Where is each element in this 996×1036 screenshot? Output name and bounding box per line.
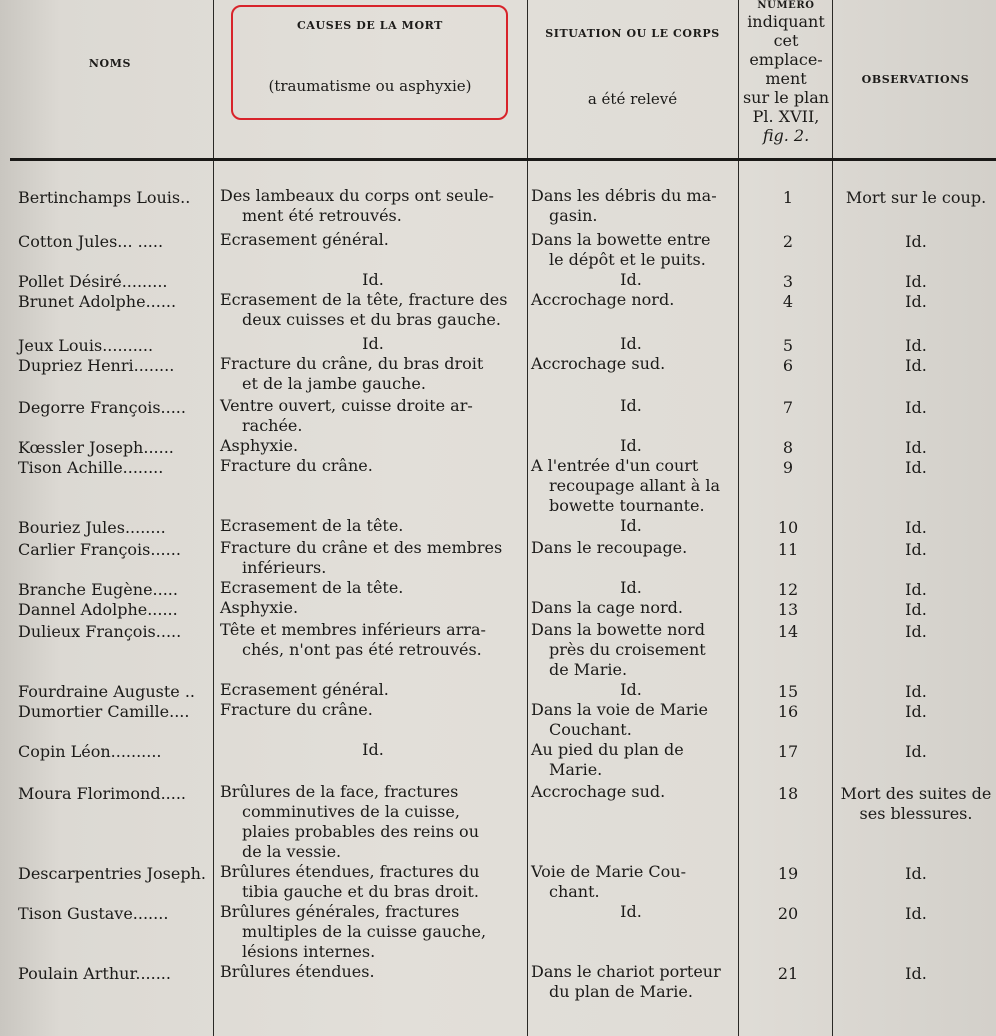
row-name: Bertinchamps Louis.. [18, 188, 191, 207]
row-name: Descarpentries Joseph. [18, 864, 206, 883]
row-observation: Mort sur le coup. [845, 188, 987, 207]
row-situation: Id. [620, 680, 642, 699]
row-number: 2 [782, 232, 794, 251]
row-observation: Id. [905, 600, 927, 619]
row-number: 13 [777, 600, 799, 619]
row-observation: Id. [905, 742, 927, 761]
row-number: 3 [782, 272, 794, 291]
column-divider [832, 0, 833, 1036]
row-cause: Ecrasement de la tête. [220, 516, 404, 535]
row-name: Kœssler Joseph...... [18, 438, 174, 457]
row-name: Dannel Adolphe...... [18, 600, 178, 619]
row-cause: Brûlures étendues, fractures du [220, 862, 480, 881]
row-name: Bouriez Jules........ [18, 518, 166, 537]
row-number: 12 [777, 580, 799, 599]
header-causes-subtitle: (traumatisme ou asphyxie) [268, 77, 472, 95]
row-name: Branche Eugène..... [18, 580, 178, 599]
row-situation: Au pied du plan de [531, 740, 684, 759]
row-cause: de la vessie. [242, 842, 342, 861]
row-cause: Ecrasement général. [220, 230, 389, 249]
row-number: 9 [782, 458, 794, 477]
row-cause: Ecrasement général. [220, 680, 389, 699]
row-situation: gasin. [549, 206, 598, 225]
row-cause: Asphyxie. [220, 598, 299, 617]
row-observation: Id. [905, 580, 927, 599]
row-situation: Dans les débris du ma- [531, 186, 717, 205]
row-situation: Id. [620, 516, 642, 535]
row-cause: deux cuisses et du bras gauche. [242, 310, 501, 329]
row-cause: Id. [362, 270, 384, 289]
row-cause: chés, n'ont pas été retrouvés. [242, 640, 482, 659]
row-situation: Id. [620, 578, 642, 597]
header-observations: OBSERVATIONS [861, 73, 970, 86]
row-number: 11 [777, 540, 799, 559]
row-number: 1 [782, 188, 794, 207]
row-situation: Dans le chariot porteur [531, 962, 721, 981]
row-number: 5 [782, 336, 794, 355]
column-divider [213, 0, 214, 1036]
header-numero-lines [740, 12, 832, 145]
row-situation: Dans la bowette nord [531, 620, 705, 639]
highlight-box [231, 5, 508, 120]
header-numero-line: cet [773, 31, 799, 50]
row-cause: Ecrasement de la tête. [220, 578, 404, 597]
row-name: Pollet Désiré......... [18, 272, 168, 291]
row-number: 8 [782, 438, 794, 457]
row-observation: Id. [905, 292, 927, 311]
row-cause: Tête et membres inférieurs arra- [220, 620, 486, 639]
row-number: 7 [782, 398, 794, 417]
row-name: Dumortier Camille.... [18, 702, 190, 721]
row-name: Moura Florimond..... [18, 784, 186, 803]
row-observation: Id. [905, 272, 927, 291]
header-numero-line: fig. 2. [762, 126, 810, 145]
row-situation: Id. [620, 436, 642, 455]
row-situation: bowette tournante. [549, 496, 705, 515]
row-cause: comminutives de la cuisse, [242, 802, 460, 821]
row-situation: Accrochage sud. [531, 354, 666, 373]
row-name: Tison Gustave....... [18, 904, 169, 923]
row-situation: chant. [549, 882, 600, 901]
row-cause: plaies probables des reins ou [242, 822, 479, 841]
row-name: Dupriez Henri........ [18, 356, 175, 375]
row-observation: Id. [905, 904, 927, 923]
row-observation: Id. [905, 540, 927, 559]
row-cause: Id. [362, 334, 384, 353]
row-cause: Fracture du crâne. [220, 456, 373, 475]
row-name: Fourdraine Auguste .. [18, 682, 195, 701]
row-name: Brunet Adolphe...... [18, 292, 177, 311]
row-number: 17 [777, 742, 799, 761]
row-cause: Fracture du crâne et des membres [220, 538, 503, 557]
row-observation: Id. [905, 458, 927, 477]
header-causes-title: CAUSES DE LA MORT [297, 19, 443, 32]
header-numero-line: Pl. XVII, [752, 107, 820, 126]
row-observation: Id. [905, 336, 927, 355]
row-observation: Id. [905, 398, 927, 417]
row-number: 15 [777, 682, 799, 701]
header-situation-title: SITUATION OU LE CORPS [545, 27, 720, 40]
row-observation: Mort des suites de [840, 784, 992, 803]
header-numero-line: ment [765, 69, 807, 88]
row-situation: le dépôt et le puits. [549, 250, 706, 269]
row-situation: Id. [620, 270, 642, 289]
row-name: Dulieux François..... [18, 622, 182, 641]
row-observation: Id. [905, 682, 927, 701]
row-observation: Id. [905, 438, 927, 457]
row-observation: Id. [905, 232, 927, 251]
row-situation: Id. [620, 902, 642, 921]
row-situation: Accrochage nord. [531, 290, 675, 309]
header-rule [10, 158, 996, 161]
row-name: Copin Léon.......... [18, 742, 162, 761]
row-observation: Id. [905, 518, 927, 537]
row-cause: Ecrasement de la tête, fracture des [220, 290, 508, 309]
header-numero-title: NUMERO [757, 0, 815, 11]
row-cause: inférieurs. [242, 558, 327, 577]
row-cause: rachée. [242, 416, 303, 435]
row-situation: Id. [620, 396, 642, 415]
row-number: 10 [777, 518, 799, 537]
row-observation: Id. [905, 622, 927, 641]
row-situation: du plan de Marie. [549, 982, 693, 1001]
row-situation: près du croisement [549, 640, 706, 659]
row-situation: Dans la voie de Marie [531, 700, 709, 719]
row-situation: Dans la cage nord. [531, 598, 683, 617]
row-name: Jeux Louis.......... [18, 336, 154, 355]
row-cause: et de la jambe gauche. [242, 374, 426, 393]
row-cause: Id. [362, 740, 384, 759]
row-cause: ment été retrouvés. [242, 206, 402, 225]
row-observation: Id. [905, 964, 927, 983]
row-cause: multiples de la cuisse gauche, [242, 922, 487, 941]
row-situation: Dans la bowette entre [531, 230, 711, 249]
row-cause: lésions internes. [242, 942, 376, 961]
row-cause: Asphyxie. [220, 436, 299, 455]
row-situation: Couchant. [549, 720, 632, 739]
header-situation-subtitle: a été relevé [587, 90, 678, 108]
row-situation: Marie. [549, 760, 603, 779]
row-cause: tibia gauche et du bras droit. [242, 882, 479, 901]
header-numero-line: emplace- [749, 50, 823, 69]
row-observation: Id. [905, 864, 927, 883]
row-number: 19 [777, 864, 799, 883]
row-situation: Voie de Marie Cou- [531, 862, 687, 881]
row-number: 6 [782, 356, 794, 375]
row-name: Tison Achille........ [18, 458, 164, 477]
header-noms: NOMS [88, 57, 132, 70]
row-situation: recoupage allant à la [549, 476, 721, 495]
row-situation: A l'entrée d'un court [531, 456, 699, 475]
row-cause: Ventre ouvert, cuisse droite ar- [220, 396, 473, 415]
header-numero [740, 0, 832, 145]
row-observation: ses blessures. [859, 804, 973, 823]
row-number: 20 [777, 904, 799, 923]
row-cause: Fracture du crâne, du bras droit [220, 354, 484, 373]
row-cause: Des lambeaux du corps ont seule- [220, 186, 494, 205]
row-cause: Brûlures étendues. [220, 962, 375, 981]
row-situation: de Marie. [549, 660, 628, 679]
header-numero-line: sur le plan [742, 88, 830, 107]
row-cause: Brûlures de la face, fractures [220, 782, 459, 801]
row-observation: Id. [905, 702, 927, 721]
row-name: Carlier François...... [18, 540, 181, 559]
row-name: Degorre François..... [18, 398, 186, 417]
row-name: Cotton Jules... ..... [18, 232, 164, 251]
row-number: 21 [777, 964, 799, 983]
row-observation: Id. [905, 356, 927, 375]
row-cause: Fracture du crâne. [220, 700, 373, 719]
row-situation: Accrochage sud. [531, 782, 666, 801]
row-situation: Dans le recoupage. [531, 538, 688, 557]
row-name: Poulain Arthur....... [18, 964, 171, 983]
column-divider [527, 0, 528, 1036]
row-cause: Brûlures générales, fractures [220, 902, 460, 921]
row-number: 18 [777, 784, 799, 803]
header-numero-line: indiquant [747, 12, 825, 31]
column-divider [738, 0, 739, 1036]
row-situation: Id. [620, 334, 642, 353]
row-number: 4 [782, 292, 794, 311]
row-number: 16 [777, 702, 799, 721]
row-number: 14 [777, 622, 799, 641]
